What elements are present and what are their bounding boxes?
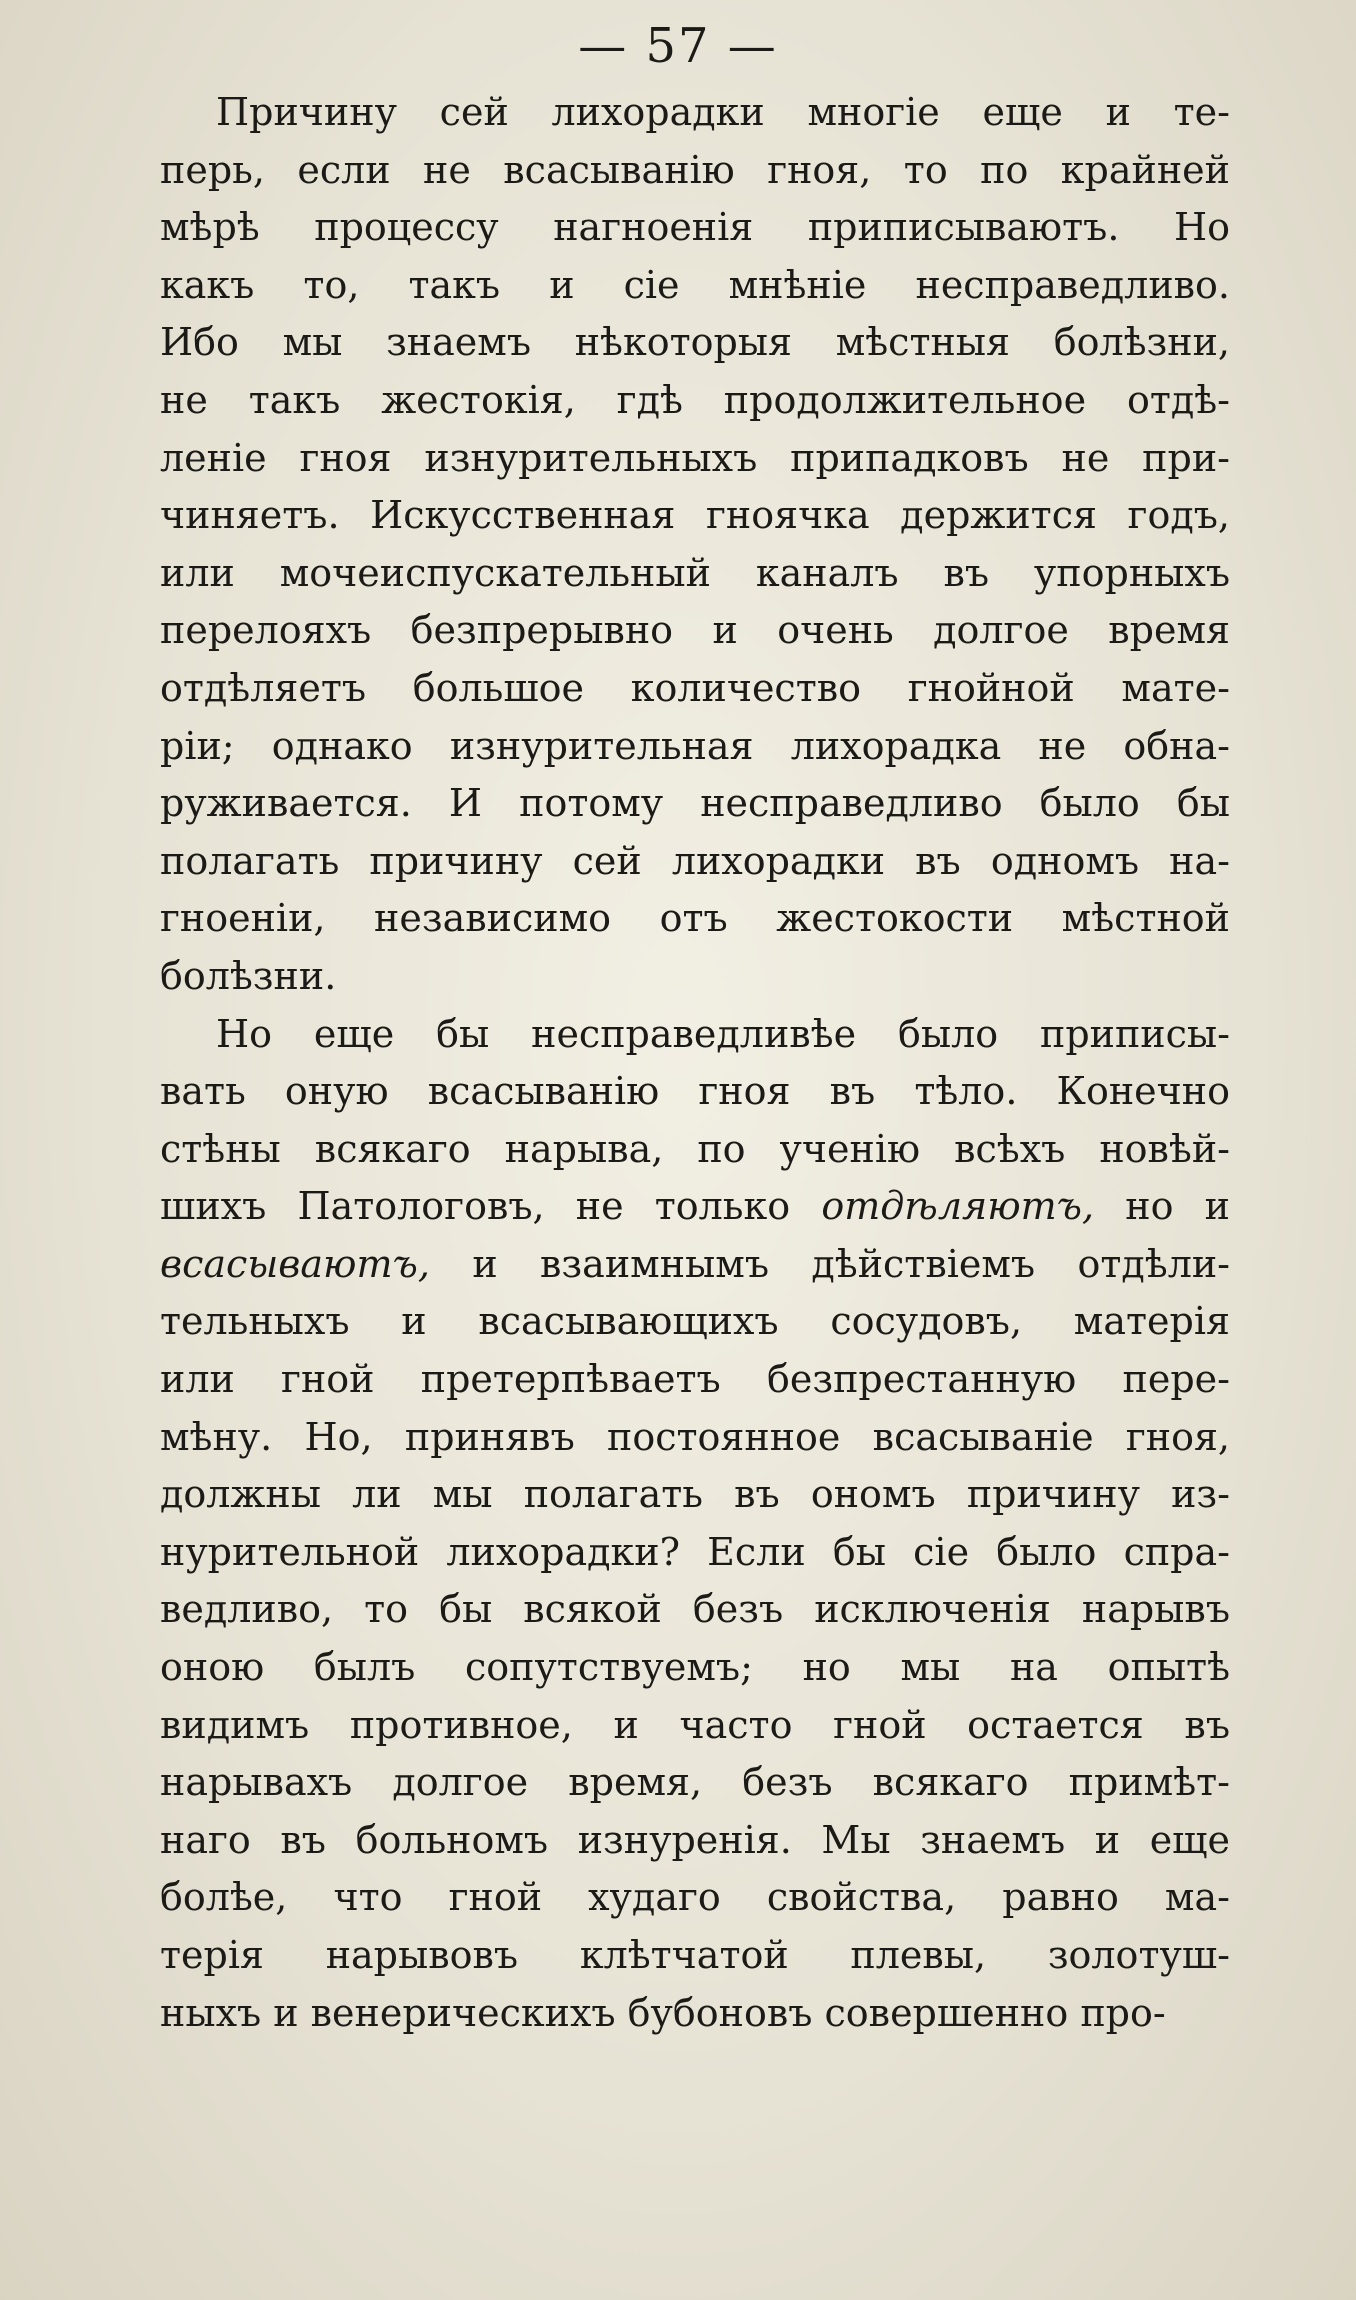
italic-text: всасываютъ, xyxy=(160,1241,430,1286)
text-line xyxy=(160,1409,1230,1467)
text-line xyxy=(160,833,1230,891)
text-line xyxy=(160,84,1230,142)
text-segment: Но еще бы несправедливѣе было приписы- xyxy=(216,1011,1230,1056)
text-segment: вать оную всасыванію гноя въ тѣло. Конечно xyxy=(160,1069,1230,1114)
text-line xyxy=(160,1236,1230,1294)
text-segment: и взаимнымъ дѣйствіемъ отдѣли- xyxy=(429,1241,1230,1286)
text-segment: перь, если не всасыванію гноя, то по крайней xyxy=(160,147,1230,192)
text-line xyxy=(160,718,1230,776)
text-segment: шихъ Патологовъ, не только xyxy=(160,1184,822,1229)
page-number: — 57 — xyxy=(578,18,778,74)
text-segment: или мочеиспускательный каналъ въ упорныхъ xyxy=(160,550,1230,595)
text-segment: ріи; однако изнурительная лихорадка не обна- xyxy=(160,723,1230,768)
text-segment: или гной претерпѣваетъ безпрестанную пере- xyxy=(160,1357,1230,1402)
text-line xyxy=(160,890,1230,948)
text-segment: какъ то, такъ и сіе мнѣніе несправедливо. xyxy=(160,262,1230,307)
text-line xyxy=(160,1697,1230,1755)
paragraph-2 xyxy=(160,1006,1230,2043)
text-line xyxy=(160,602,1230,660)
text-segment: нарывахъ долгое время, безъ всякаго примѣт- xyxy=(160,1760,1230,1805)
text-segment: мѣну. Но, принявъ постоянное всасываніе гноя, xyxy=(160,1414,1230,1459)
text-line xyxy=(160,1524,1230,1582)
italic-text: отдѣляютъ, xyxy=(821,1184,1095,1229)
text-line xyxy=(160,1869,1230,1927)
text-line xyxy=(160,1639,1230,1697)
text-segment: терія нарывовъ клѣтчатой плевы, золотуш- xyxy=(160,1933,1230,1977)
text-segment: тельныхъ и всасывающихъ сосудовъ, матерія xyxy=(160,1299,1230,1344)
body-text xyxy=(160,84,1230,2042)
text-line xyxy=(160,775,1230,833)
text-line xyxy=(160,1293,1230,1351)
text-segment: болѣзни. xyxy=(160,953,337,998)
text-line xyxy=(160,1812,1230,1870)
text-line xyxy=(160,372,1230,430)
text-line xyxy=(160,660,1230,718)
text-line xyxy=(160,545,1230,603)
text-segment: не такъ жестокія, гдѣ продолжительное отдѣ- xyxy=(160,377,1230,422)
text-segment: руживается. И потому несправедливо было бы xyxy=(160,781,1230,826)
text-line xyxy=(160,948,1230,1006)
text-line xyxy=(160,1927,1230,1985)
text-segment: стѣны всякаго нарыва, по ученію всѣхъ новѣй- xyxy=(160,1126,1230,1171)
text-segment: видимъ противное, и часто гной остается въ xyxy=(160,1702,1230,1747)
text-segment: Ибо мы знаемъ нѣкоторыя мѣстныя болѣзни, xyxy=(160,320,1230,365)
text-line xyxy=(160,1581,1230,1639)
text-segment: Причину сей лихорадки многіе еще и те- xyxy=(216,90,1230,134)
text-segment: отдѣляетъ большое количество гнойной мате- xyxy=(160,665,1230,710)
text-segment: нурительной лихорадки? Если бы сіе было спра- xyxy=(160,1529,1230,1574)
text-line xyxy=(160,487,1230,545)
text-line xyxy=(160,1121,1230,1179)
text-line xyxy=(160,1178,1230,1236)
text-line xyxy=(160,1006,1230,1064)
text-segment: должны ли мы полагать въ ономъ причину из- xyxy=(160,1472,1230,1517)
text-line xyxy=(160,257,1230,315)
text-segment: наго въ больномъ изнуренія. Мы знаемъ и еще xyxy=(160,1817,1230,1862)
text-line xyxy=(160,1754,1230,1812)
text-segment: леніе гноя изнурительныхъ припадковъ не при- xyxy=(160,435,1230,480)
text-line xyxy=(160,1063,1230,1121)
text-line xyxy=(160,430,1230,488)
text-segment: болѣе, что гной худаго свойства, равно ма- xyxy=(160,1875,1230,1920)
text-segment: мѣрѣ процессу нагноенія приписываютъ. Но xyxy=(160,205,1230,250)
text-segment: гноеніи, независимо отъ жестокости мѣстной xyxy=(160,896,1230,941)
text-segment: полагать причину сей лихорадки въ одномъ на- xyxy=(160,838,1230,883)
text-segment: ныхъ и венерическихъ бубоновъ совершенно про- xyxy=(160,1990,1166,2035)
text-line xyxy=(160,142,1230,200)
text-line xyxy=(160,1351,1230,1409)
text-line xyxy=(160,314,1230,372)
text-segment: оною былъ сопутствуемъ; но мы на опытѣ xyxy=(160,1645,1230,1690)
text-segment: перелояхъ безпрерывно и очень долгое время xyxy=(160,608,1230,653)
text-line xyxy=(160,1985,1230,2043)
paragraph-1 xyxy=(160,84,1230,1006)
text-segment: чиняетъ. Искусственная гноячка держится годъ, xyxy=(160,493,1230,538)
text-line xyxy=(160,1466,1230,1524)
text-segment: но и xyxy=(1094,1184,1230,1229)
text-segment: ведливо, то бы всякой безъ исключенія нарывъ xyxy=(160,1587,1230,1632)
text-line xyxy=(160,199,1230,257)
